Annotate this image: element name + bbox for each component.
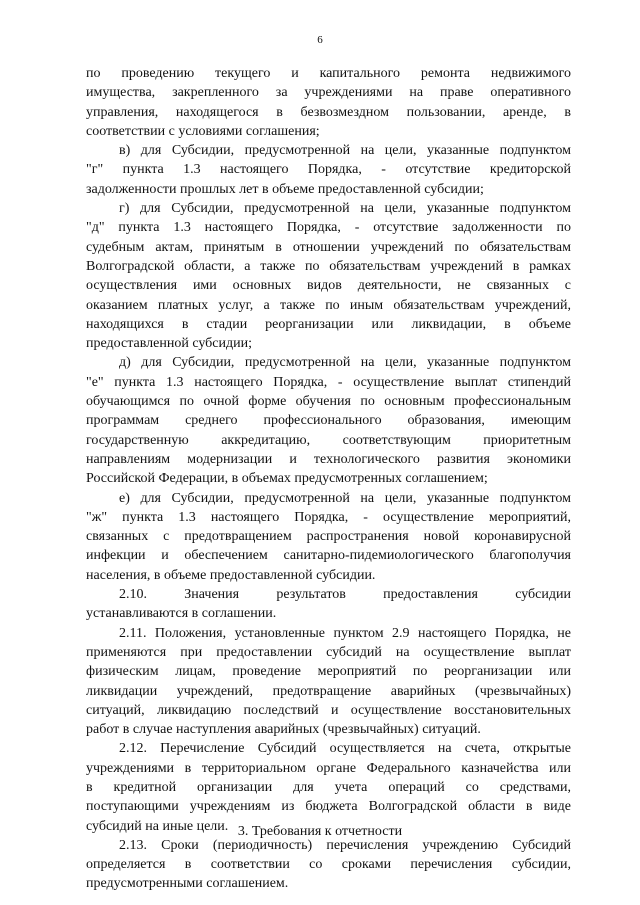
paragraph-p2 [86,199,571,353]
paragraph-p4 [86,489,571,585]
text-line: "ж" пункта 1.3 настоящего Порядка, - осуществление мероприятий, [86,509,571,525]
text-line: "е" пункта 1.3 настоящего Порядка, - осуществление выплат стипендий [86,374,571,390]
text-line: применяются при предоставлении субсидий на осуществление выплат [86,644,571,660]
text-line: поступающими учреждениям из бюджета Волгоградской области в виде [86,799,571,815]
text-line: судебным актам, принятым в отношении учреждений по обязательствам [86,239,571,255]
section-heading: 3. Требования к отчетности [237,824,403,839]
text-line: устанавливаются в соглашении. [86,606,277,622]
paragraph-p5 [86,585,571,624]
text-line: учреждениями в территориальном органе Федерального казначейства или [86,760,571,776]
text-line: предусмотренными соглашением. [86,876,289,892]
text-line: "г" пункта 1.3 настоящего Порядка, - отсутствие кредиторской [86,162,571,178]
text-line: ликвидации учреждений, предотвращение аварийных (чрезвычайных) [86,683,571,699]
page-number: 6 [317,34,323,46]
text-line: г) для Субсидии, предусмотренной на цели, указанные подпунктом [119,201,571,217]
text-line: 2.13. Сроки (периодичность) перечисления учреждению Субсидий [119,837,571,853]
text-line: 2.12. Перечисление Субсидий осуществляется на счета, открытые [119,741,571,757]
text-line: соответствии с условиями соглашения; [86,123,320,139]
text-line: ситуаций, ликвидацию последствий и осуществление восстановительных [86,702,571,718]
text-line: в кредитной организации для учета операций со средствами, [86,779,571,795]
text-line: задолженности прошлых лет в объеме предоставленной субсидии; [86,181,484,197]
text-line: осуществления ими основных видов деятельности, не связанных с [86,278,571,294]
paragraph-p6 [86,624,571,740]
text-line: Волгоградской области, а также по обязательствам учреждений в рамках [86,258,571,274]
text-line: направлениям модернизации и технологического развития экономики [86,451,571,467]
text-line: имущества, закрепленного за учреждениями на праве оперативного [86,85,571,101]
text-line: населения, в объеме предоставленной субсидии. [86,567,376,583]
text-line: 2.11. Положения, установленные пунктом 2.9 настоящего Порядка, не [119,625,571,641]
paragraph-p1 [86,141,571,199]
text-line: управления, находящегося в безвозмездном пользовании, аренде, в [86,104,571,120]
text-line: субсидий на иные цели. [86,818,229,834]
text-line: д) для Субсидии, предусмотренной на цели, указанные подпунктом [119,355,571,371]
text-line: программам среднего профессионального образования, имеющим [86,413,571,429]
text-line: по проведению текущего и капитального ремонта недвижимого [86,66,571,81]
text-line: "д" пункта 1.3 настоящего Порядка, - отсутствие задолженности по [86,220,571,236]
text-line: в) для Субсидии, предусмотренной на цели, указанные подпунктом [119,143,571,159]
text-line: е) для Субсидии, предусмотренной на цели, указанные подпунктом [119,490,571,506]
text-line: связанных с предотвращением распространения новой коронавирусной [86,529,571,545]
text-line: предоставленной субсидии; [86,336,252,352]
text-line: Российской Федерации, в объемах предусмотренных соглашением; [86,471,488,487]
text-line: определяется в соответствии со сроками перечисления субсидии, [86,857,571,873]
paragraph-p3 [86,353,571,488]
text-line: работ в случае наступления аварийных (чрезвычайных) ситуаций. [86,722,481,738]
text-line: инфекции и обеспечением санитарно-пидемиологического благополучия [86,548,571,564]
paragraph-p0 [86,64,571,141]
text-line: обучающимся по очной форме обучения по основным профессиональным [86,394,571,410]
text-line: физическим лицам, проведение мероприятий по реорганизации или [86,664,571,680]
paragraph-p8 [86,836,571,894]
text-line: находящихся в стадии реорганизации или ликвидации, в объеме [86,316,571,332]
body-text [86,64,571,894]
text-line: 2.10. Значения результатов предоставления субсидии [119,587,571,603]
text-line: оказанием платных услуг, а также по иным обязательствам учреждений, [86,297,571,313]
text-line: государственную аккредитацию, соответствующим приоритетным [86,432,571,448]
